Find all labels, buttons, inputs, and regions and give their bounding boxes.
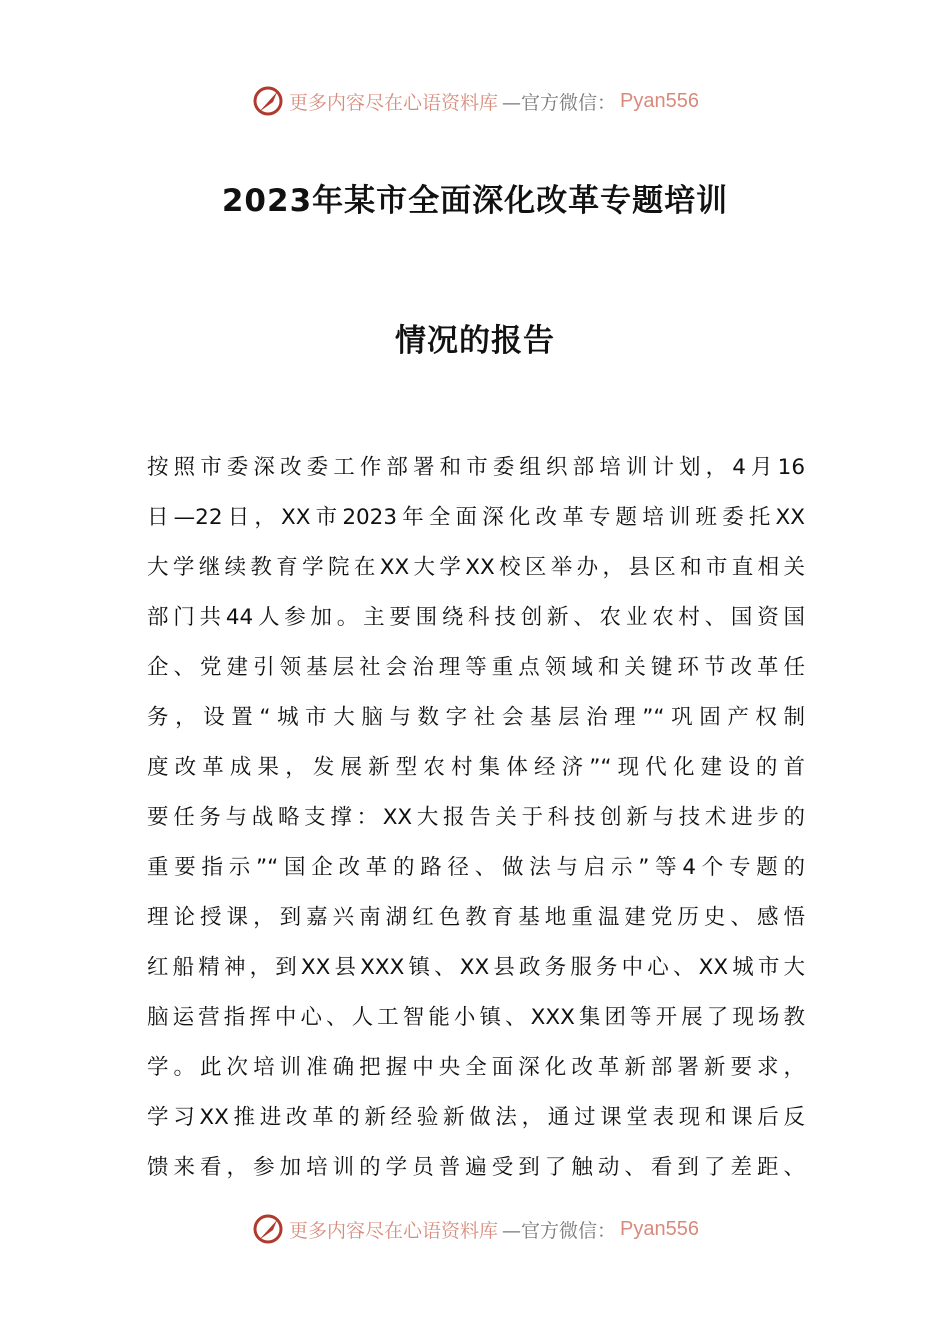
watermark-wechat-id: Pyan556 [620, 89, 699, 112]
body-line: 学。此次培训准确把握中央全面深化改革新部署新要求， [147, 1055, 805, 1080]
title-line-2: 情况的报告 [395, 323, 555, 359]
body-line: 要任务与战略支撑：XX大报告关于科技创新与技术进步的 [147, 805, 805, 830]
body-line: 理论授课，到嘉兴南湖红色教育基地重温建党历史、感悟 [147, 905, 805, 930]
watermark-text: 更多内容尽在心语资料库 [289, 1219, 499, 1242]
body-line: 部门共44人参加。主要围绕科技创新、农业农村、国资国 [147, 605, 805, 630]
watermark-text: 更多内容尽在心语资料库 [289, 91, 499, 114]
body-line: 按照市委深改委工作部署和市委组织部培训计划，4月16 [147, 455, 805, 480]
body-line: 企、党建引领基层社会治理等重点领域和关键环节改革任 [147, 655, 805, 680]
quill-pen-logo-icon [251, 1212, 285, 1246]
body-line: 务，设置“城市大脑与数字社会基层治理”“巩固产权制 [147, 705, 805, 730]
body-line: 红船精神，到XX县XXX镇、XX县政务服务中心、XX城市大 [147, 955, 805, 980]
title-line-1: 2023年某市全面深化改革专题培训 [221, 183, 729, 219]
body-line: 馈来看，参加培训的学员普遍受到了触动、看到了差距、 [147, 1155, 805, 1180]
quill-pen-logo-icon [251, 84, 285, 118]
body-line: 度改革成果，发展新型农村集体经济”“现代化建设的首 [147, 755, 805, 780]
header-watermark [0, 84, 950, 118]
body-line: 日—22日，XX市2023年全面深化改革专题培训班委托XX [147, 505, 805, 530]
watermark-separator: —官方微信： [502, 91, 617, 114]
body-line: 大学继续教育学院在XX大学XX校区举办，县区和市直相关 [147, 555, 805, 580]
watermark-separator: —官方微信： [502, 1219, 617, 1242]
footer-watermark [0, 1212, 950, 1246]
body-line: 学习XX推进改革的新经验新做法，通过课堂表现和课后反 [147, 1105, 805, 1130]
body-line: 重要指示”“国企改革的路径、做法与启示”等4个专题的 [147, 855, 805, 880]
body-paragraph [147, 448, 805, 1198]
body-line: 脑运营指挥中心、人工智能小镇、XXX集团等开展了现场教 [147, 1005, 805, 1030]
watermark-wechat-id: Pyan556 [620, 1217, 699, 1240]
